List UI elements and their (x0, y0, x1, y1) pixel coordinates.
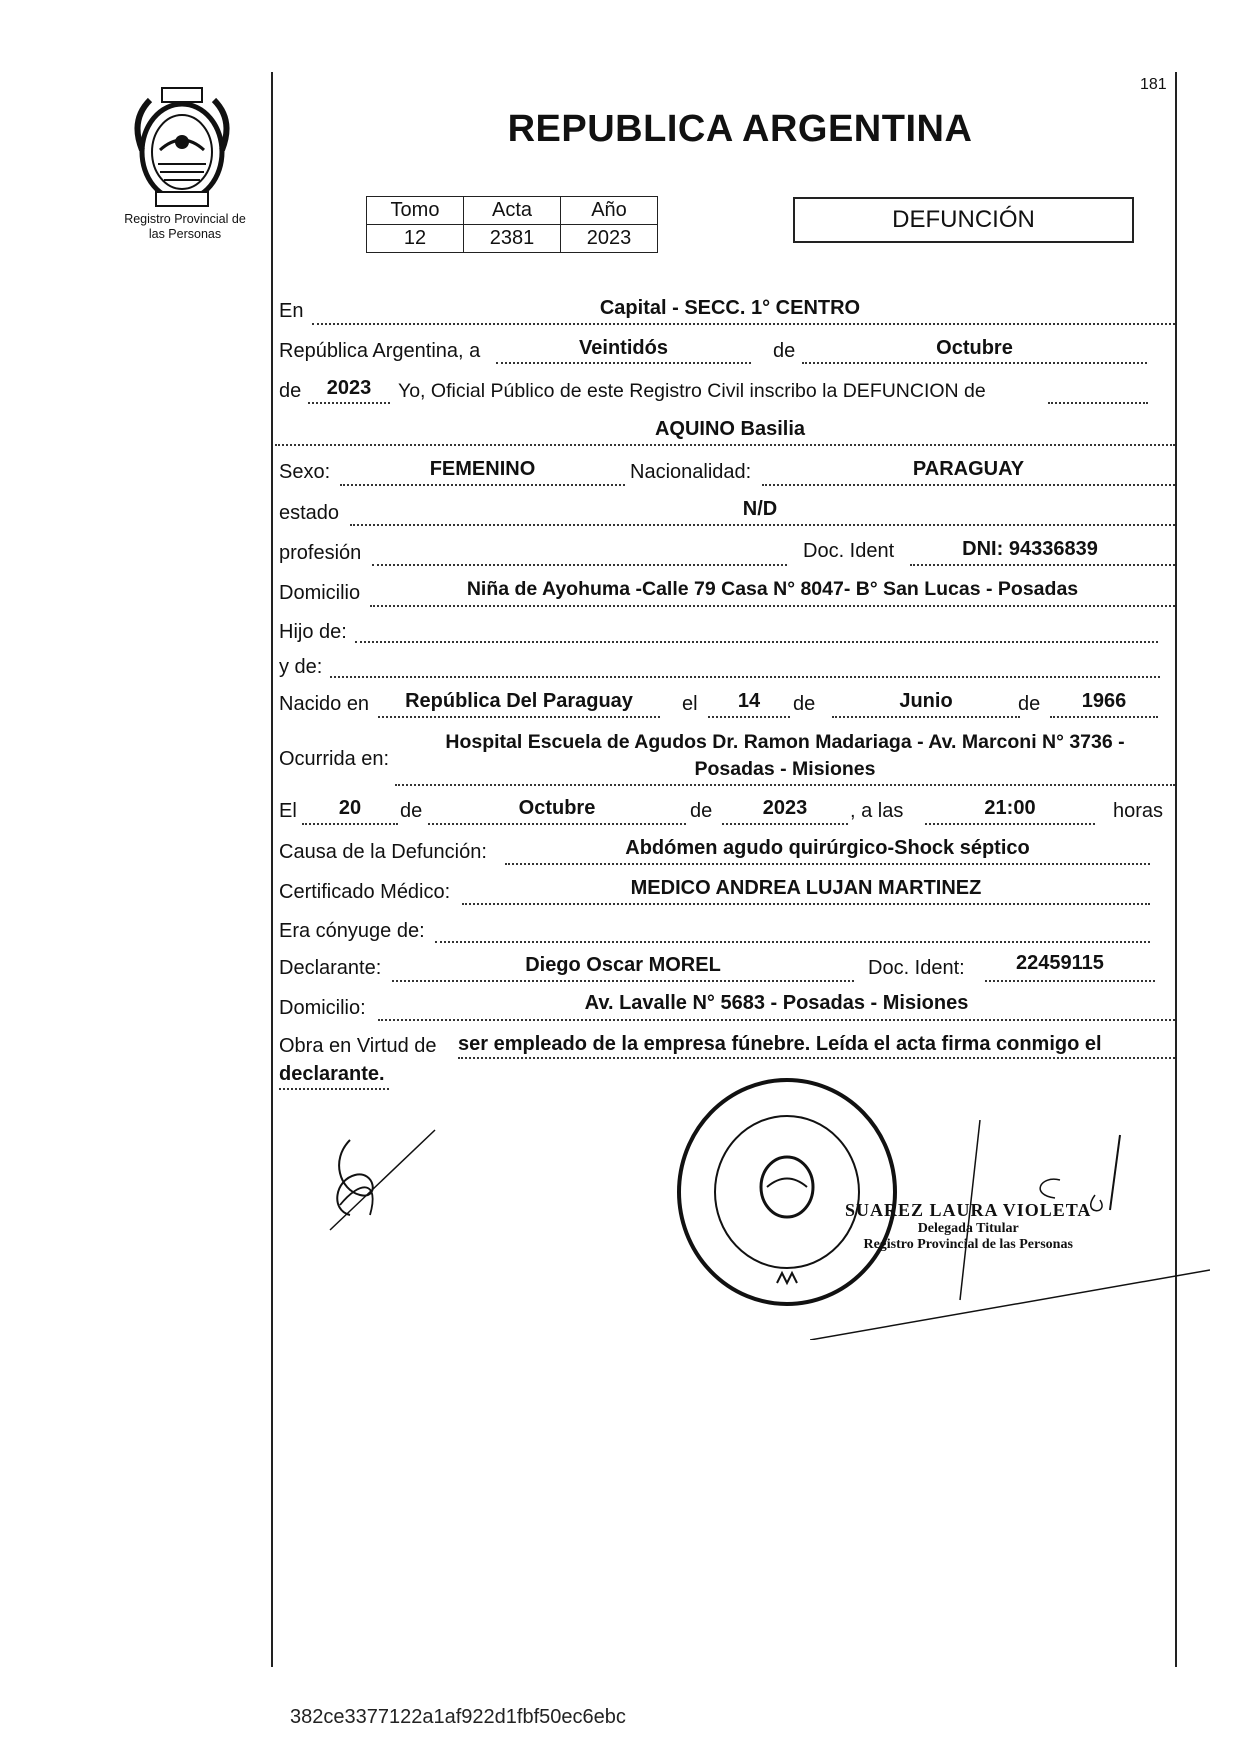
tomo-value: 12 (367, 225, 464, 253)
dotted-line (395, 784, 1175, 786)
dotted-line (372, 564, 787, 566)
official-role: Delegada Titular (917, 1221, 1019, 1236)
dotted-line (378, 1019, 1175, 1021)
nacido-dia-value: 14 (737, 690, 761, 712)
ocurrida-line1: Hospital Escuela de Agudos Dr. Ramon Madariaga - Av. Marconi N° 3736 - (445, 731, 1125, 753)
record-type-box: DEFUNCIÓN (793, 197, 1134, 243)
doc-value: DNI: 94336839 (962, 538, 1098, 560)
dotted-line (832, 716, 1020, 718)
anio-header: Año (561, 197, 658, 225)
dotted-line (462, 903, 1150, 905)
acta-value: 2381 (464, 225, 561, 253)
dotted-line (378, 716, 660, 718)
dotted-line (910, 564, 1175, 566)
registry-line1: Registro Provincial de (124, 212, 246, 226)
estado-value: N/D (742, 498, 778, 520)
dotted-line (762, 484, 1175, 486)
yde-label: y de: (279, 656, 323, 678)
obra-text2: declarante. (279, 1063, 385, 1085)
page-title: REPUBLICA ARGENTINA (507, 108, 973, 150)
ocurrida-label: Ocurrida en: (279, 748, 390, 770)
certificado-value: MEDICO ANDREA LUJAN MARTINEZ (630, 877, 982, 899)
nacido-mes-value: Junio (899, 690, 953, 712)
hora-value: 21:00 (984, 797, 1036, 819)
en-label: En (279, 300, 304, 322)
doc2-label: Doc. Ident: (868, 957, 965, 979)
de3-label: de (793, 693, 816, 715)
tomo-header: Tomo (367, 197, 464, 225)
declarante-label: Declarante: (279, 957, 382, 979)
obra-text: ser empleado de la empresa fúnebre. Leída el acta firma conmigo el (458, 1033, 1102, 1055)
official-name: SUAREZ LAURA VIOLETA (845, 1200, 1092, 1220)
declarante-value: Diego Oscar MOREL (525, 954, 721, 976)
dotted-line (275, 444, 1175, 446)
acta-header: Acta (464, 197, 561, 225)
el2-label: El (279, 800, 297, 822)
nacionalidad-value: PARAGUAY (912, 458, 1025, 480)
dotted-line (392, 980, 854, 982)
dotted-line (708, 716, 790, 718)
horas-label: horas (1113, 800, 1164, 822)
left-border (271, 72, 273, 1667)
de6-label: de (690, 800, 713, 822)
record-table (366, 196, 658, 253)
lugar-value: Capital - SECC. 1° CENTRO (599, 297, 861, 319)
sexo-value: FEMENINO (429, 458, 536, 480)
causa-label: Causa de la Defunción: (279, 841, 487, 863)
certificado-label: Certificado Médico: (279, 881, 451, 903)
de5-label: de (400, 800, 423, 822)
alas-label: , a las (850, 800, 904, 822)
right-border (1175, 72, 1177, 1667)
official-signature-block (845, 1200, 1091, 1253)
dotted-line (496, 362, 751, 364)
dotted-line (985, 980, 1155, 982)
sexo-label: Sexo: (279, 461, 331, 483)
nacido-label: Nacido en (279, 693, 370, 715)
registry-line2: las Personas (148, 227, 222, 241)
domicilio-label: Domicilio (279, 582, 361, 604)
inscribe-text: Yo, Oficial Público de este Registro Civil inscribo la DEFUNCION de (398, 380, 986, 402)
dotted-line (505, 863, 1150, 865)
causa-value: Abdómen agudo quirúrgico-Shock séptico (625, 837, 1030, 859)
el-label: el (682, 693, 698, 715)
republica-label: República Argentina, a (279, 340, 481, 362)
dotted-line (1048, 402, 1148, 404)
dotted-line (722, 823, 848, 825)
page-number: 181 (1140, 76, 1167, 93)
anio-value: 2023 (561, 225, 658, 253)
profesion-label: profesión (279, 542, 362, 564)
anio-value: 2023 (326, 377, 372, 399)
document-hash: 382ce3377122a1af922d1fbf50ec6ebc (290, 1706, 626, 1728)
doc2-value: 22459115 (1016, 952, 1104, 974)
de4-label: de (1018, 693, 1041, 715)
nacido-lugar-value: República Del Paraguay (405, 690, 633, 712)
nombre-value: AQUINO Basilia (654, 418, 806, 440)
doc-label: Doc. Ident (803, 540, 895, 562)
dia-value: Veintidós (579, 337, 668, 359)
dotted-line (308, 402, 390, 404)
ocurrida-line2: Posadas - Misiones (694, 758, 876, 780)
declarant-signature-icon (320, 1120, 440, 1240)
registry-caption (100, 212, 270, 242)
dotted-line (435, 941, 1150, 943)
dotted-line (925, 823, 1095, 825)
fallec-anio-value: 2023 (762, 797, 808, 819)
hijo-label: Hijo de: (279, 621, 347, 643)
nacionalidad-label: Nacionalidad: (630, 461, 752, 483)
official-office: Registro Provincial de las Personas (863, 1237, 1073, 1252)
fallec-dia-value: 20 (338, 797, 362, 819)
domicilio2-label: Domicilio: (279, 997, 366, 1019)
de-label: de (773, 340, 796, 362)
dotted-line (312, 323, 1175, 325)
dotted-line (428, 823, 686, 825)
nacido-anio-value: 1966 (1081, 690, 1127, 712)
dotted-line (802, 362, 1147, 364)
domicilio2-value: Av. Lavalle N° 5683 - Posadas - Misiones (584, 992, 969, 1014)
dotted-line (340, 484, 625, 486)
domicilio-value: Niña de Ayohuma -Calle 79 Casa N° 8047- B° San Lucas - Posadas (466, 578, 1079, 600)
dotted-line (302, 823, 398, 825)
fallec-mes-value: Octubre (518, 797, 596, 819)
de2-label: de (279, 380, 302, 402)
dotted-line (330, 676, 1160, 678)
province-seal-icon (120, 80, 245, 210)
mes-value: Octubre (936, 337, 1013, 359)
dotted-line (279, 1088, 389, 1090)
conyuge-label: Era cónyuge de: (279, 920, 425, 942)
dotted-line (355, 641, 1158, 643)
dotted-line (458, 1057, 1175, 1059)
dotted-line (350, 524, 1175, 526)
obra-label: Obra en Virtud de (279, 1035, 437, 1057)
dotted-line (1050, 716, 1158, 718)
dotted-line (370, 605, 1175, 607)
estado-label: estado (279, 502, 340, 524)
